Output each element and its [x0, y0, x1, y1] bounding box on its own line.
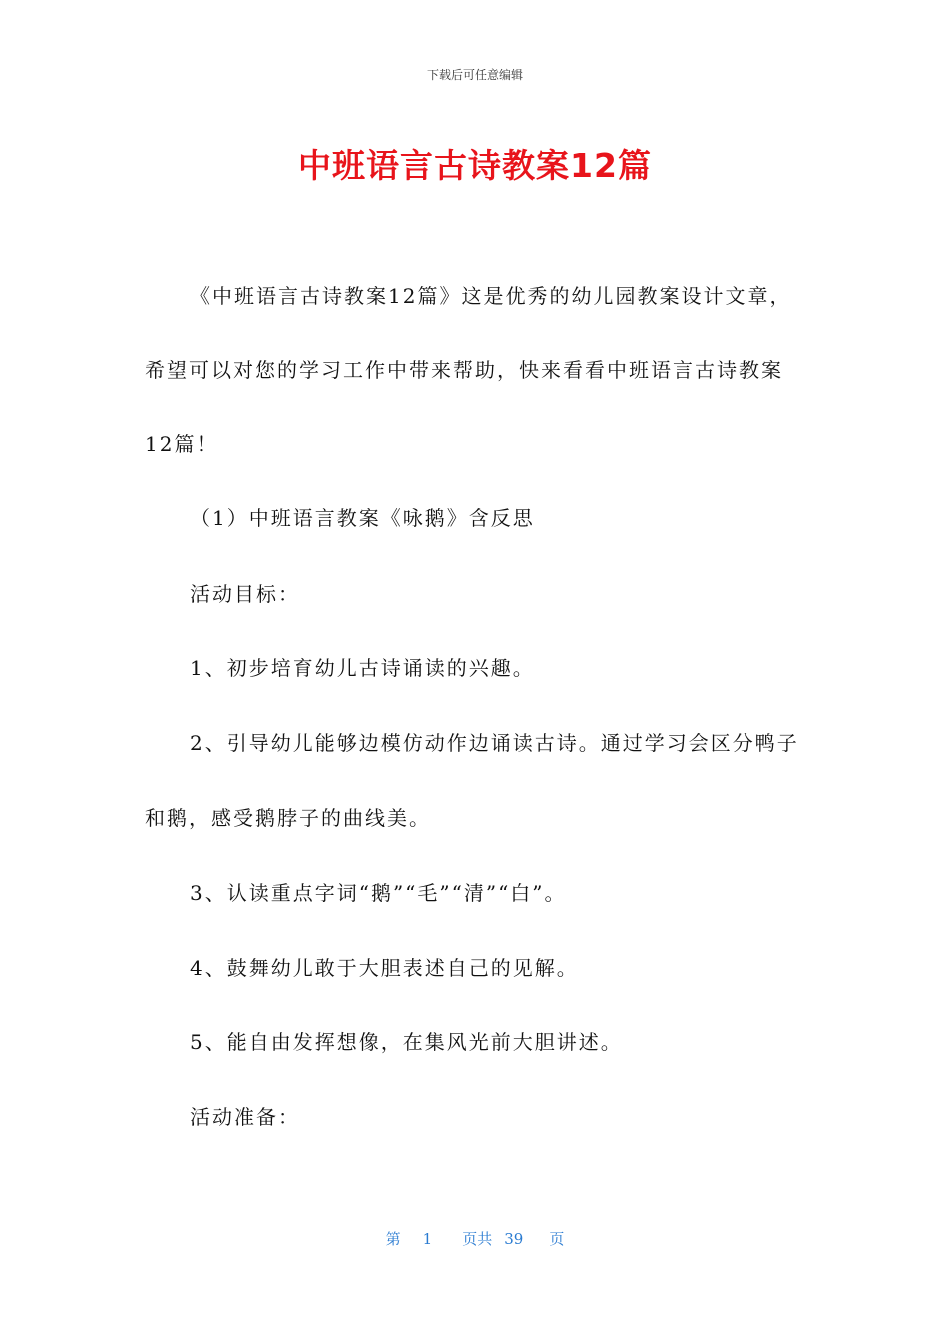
objective-item-1: 1、初步培育幼儿古诗诵读的兴趣。	[190, 656, 535, 680]
page-footer	[0, 1228, 950, 1249]
objective-item-2-line-2: 和鹅，感受鹅脖子的曲线美。	[145, 806, 431, 830]
footer-total-pages: 39	[504, 1230, 524, 1248]
header-note: 下载后可任意编辑	[426, 68, 523, 82]
footer-suffix: 页	[549, 1230, 565, 1248]
subheading-preparation: 活动准备：	[190, 1105, 300, 1129]
subheading-objectives: 活动目标：	[190, 582, 300, 606]
paragraph-intro-line-2: 希望可以对您的学习工作中带来帮助，快来看看中班语言古诗教案	[145, 358, 783, 382]
footer-prefix: 第	[385, 1230, 401, 1248]
footer-mid: 页共	[462, 1230, 493, 1248]
objective-item-4: 4、鼓舞幼儿敢于大胆表述自己的见解。	[190, 956, 579, 980]
objective-item-5: 5、能自由发挥想像，在集风光前大胆讲述。	[190, 1030, 623, 1054]
objective-item-2-line-1: 2、引导幼儿能够边模仿动作边诵读古诗。通过学习会区分鸭子	[190, 731, 799, 755]
section-heading-lesson-1: （1）中班语言教案《咏鹅》含反思	[190, 506, 535, 530]
objective-item-3: 3、认读重点字词“鹅”“毛”“清”“白”。	[190, 881, 567, 905]
paragraph-intro-line-1: 《中班语言古诗教案12篇》这是优秀的幼儿园教案设计文章，	[190, 284, 792, 308]
paragraph-intro-line-3: 12篇！	[145, 432, 219, 456]
document-title: 中班语言古诗教案12篇	[298, 146, 652, 185]
footer-current-page: 1	[422, 1230, 433, 1248]
